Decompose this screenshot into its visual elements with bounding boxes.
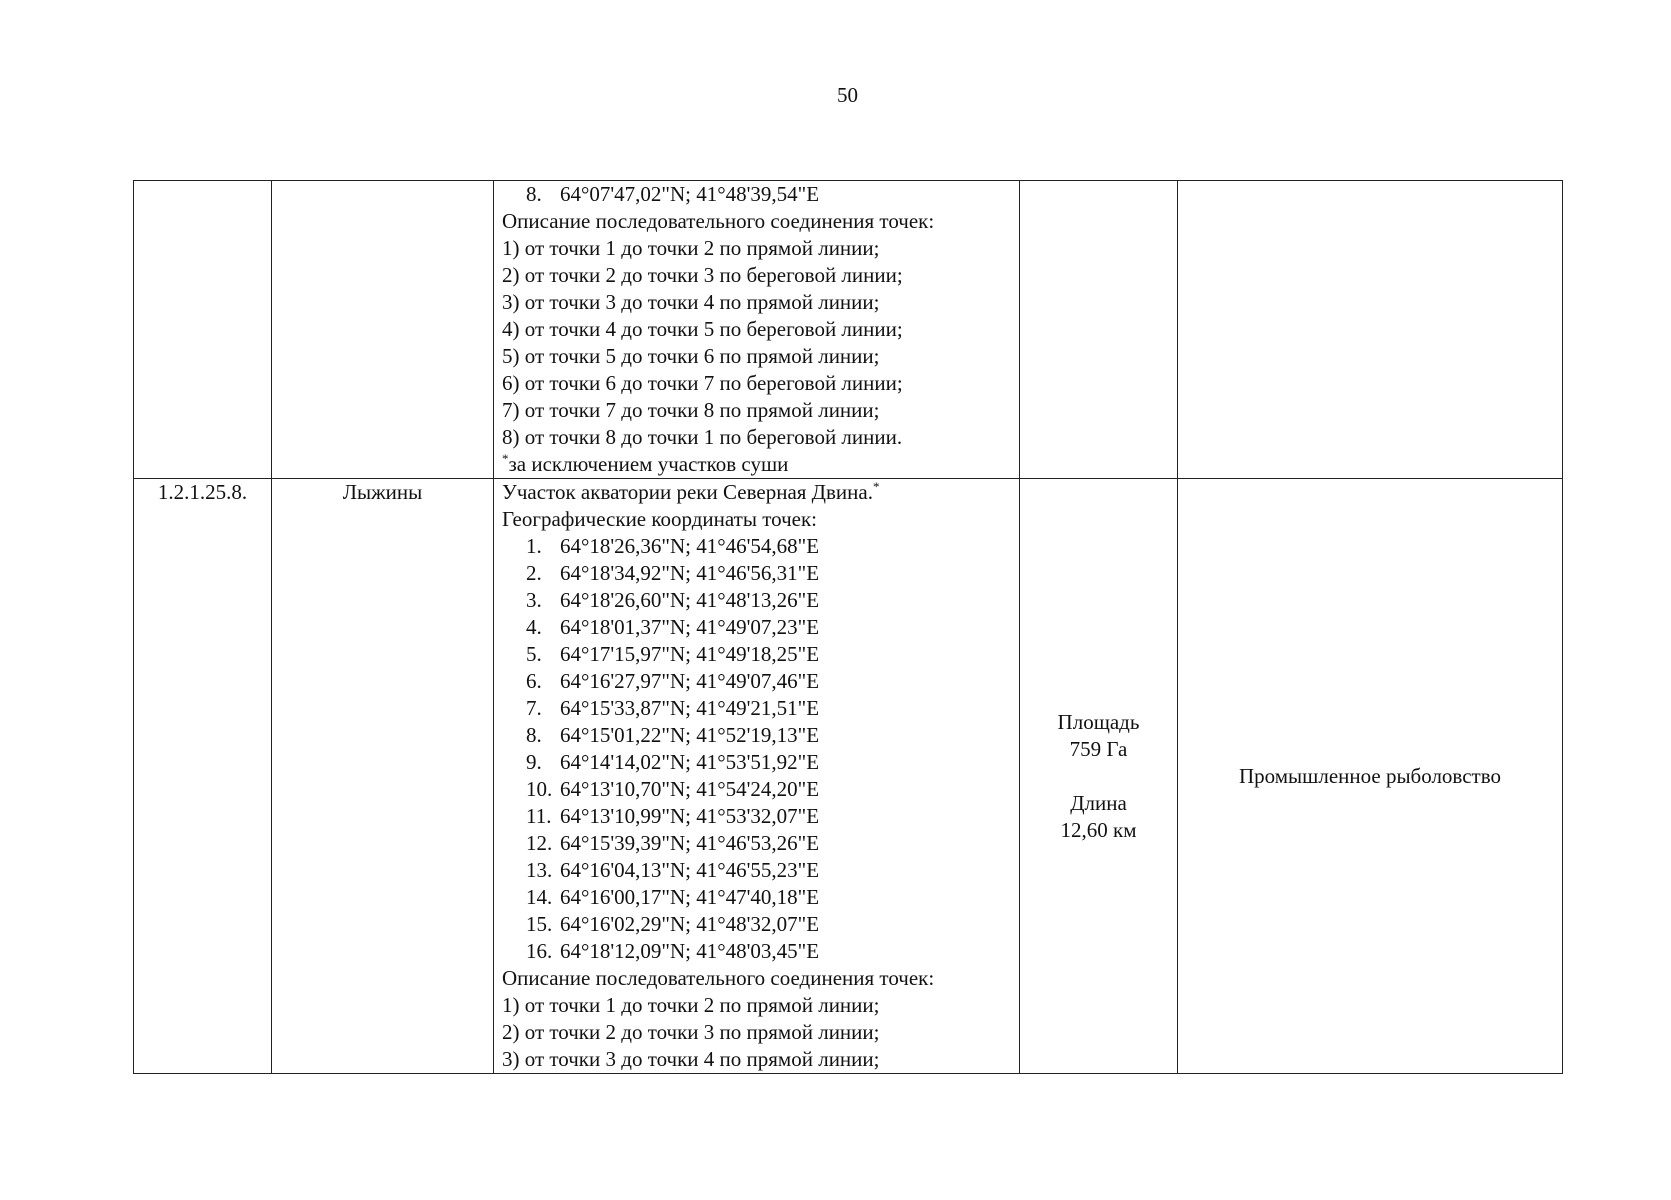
point-item — [502, 181, 1011, 208]
table-row — [134, 479, 1563, 1074]
description-cell — [494, 479, 1020, 1074]
point-number: 4. — [526, 615, 542, 639]
point-item — [502, 776, 1011, 803]
name-cell-empty — [272, 181, 494, 479]
point-coordinate: 64°17'15,97"N; 41°49'18,25"E — [560, 642, 820, 666]
connection-item: 1) от точки 1 до точки 2 по прямой линии; — [502, 236, 880, 260]
point-coordinate: 64°18'12,09"N; 41°48'03,45"E — [560, 939, 820, 963]
connection-list — [502, 992, 1011, 1073]
table-row — [134, 181, 1563, 479]
point-item — [502, 830, 1011, 857]
point-number: 8. — [526, 182, 542, 206]
point-coordinate: 64°18'26,60"N; 41°48'13,26"E — [560, 588, 820, 612]
point-item — [502, 533, 1011, 560]
code-cell: 1.2.1.25.8. — [134, 479, 272, 1074]
point-number: 9. — [526, 750, 542, 774]
point-number: 6. — [526, 669, 542, 693]
point-coordinate: 64°15'01,22"N; 41°52'19,13"E — [560, 723, 820, 747]
document-table — [133, 180, 1563, 1074]
point-item — [502, 911, 1011, 938]
name-cell: Лыжины — [272, 479, 494, 1074]
point-coordinate: 64°13'10,99"N; 41°53'32,07"E — [560, 804, 820, 828]
point-coordinate: 64°16'00,17"N; 41°47'40,18"E — [560, 885, 820, 909]
connection-item: 7) от точки 7 до точки 8 по прямой линии; — [502, 398, 880, 422]
point-number: 7. — [526, 696, 542, 720]
point-number: 13. — [526, 858, 553, 882]
code-cell-empty — [134, 181, 272, 479]
footnote-mark: * — [872, 479, 880, 494]
point-number: 2. — [526, 561, 542, 585]
connection-title: Описание последовательного соединения точек: — [502, 209, 935, 233]
connection-item: 6) от точки 6 до точки 7 по береговой линии; — [502, 371, 903, 395]
point-coordinate: 64°13'10,70"N; 41°54'24,20"E — [560, 777, 820, 801]
point-number: 11. — [526, 804, 552, 828]
point-item — [502, 560, 1011, 587]
point-coordinate: 64°16'02,29"N; 41°48'32,07"E — [560, 912, 820, 936]
point-coordinate: 64°14'14,02"N; 41°53'51,92"E — [560, 750, 820, 774]
point-item — [502, 749, 1011, 776]
point-item — [502, 614, 1011, 641]
connection-title: Описание последовательного соединения точек: — [502, 966, 935, 990]
point-number: 16. — [526, 939, 553, 963]
point-number: 3. — [526, 588, 542, 612]
point-item — [502, 668, 1011, 695]
point-coordinate: 64°18'26,36"N; 41°46'54,68"E — [560, 534, 820, 558]
point-item — [502, 695, 1011, 722]
point-number: 12. — [526, 831, 553, 855]
point-coordinate: 64°15'39,39"N; 41°46'53,26"E — [560, 831, 820, 855]
point-number: 8. — [526, 723, 542, 747]
point-coordinate: 64°16'27,97"N; 41°49'07,46"E — [560, 669, 820, 693]
page-number: 50 — [837, 83, 858, 107]
connection-item: 3) от точки 3 до точки 4 по прямой линии; — [502, 290, 880, 314]
connection-item: 1) от точки 1 до точки 2 по прямой линии; — [502, 993, 880, 1017]
point-item — [502, 587, 1011, 614]
point-item — [502, 803, 1011, 830]
point-coordinate: 64°15'33,87"N; 41°49'21,51"E — [560, 696, 820, 720]
point-number: 14. — [526, 885, 553, 909]
point-item — [502, 857, 1011, 884]
area-label: Площадь — [1057, 709, 1140, 734]
point-coordinate: 64°18'34,92"N; 41°46'56,31"E — [560, 561, 820, 585]
length-value: 12,60 км — [1060, 817, 1137, 842]
connection-item: 3) от точки 3 до точки 4 по прямой линии; — [502, 1047, 880, 1071]
area-cell-empty — [1020, 181, 1178, 479]
point-number: 10. — [526, 777, 553, 801]
connection-list — [502, 235, 1011, 451]
area-value: 759 Га — [1069, 736, 1128, 761]
description-cell — [494, 181, 1020, 479]
connection-item: 2) от точки 2 до точки 3 по прямой линии; — [502, 1020, 880, 1044]
length-label: Длина — [1070, 790, 1127, 815]
footnote — [502, 451, 1011, 478]
point-list — [502, 533, 1011, 965]
point-coordinate: 64°07'47,02"N; 41°48'39,54"E — [560, 182, 820, 206]
point-item — [502, 938, 1011, 965]
point-item — [502, 722, 1011, 749]
connection-item: 2) от точки 2 до точки 3 по береговой линии; — [502, 263, 903, 287]
point-coordinate: 64°18'01,37"N; 41°49'07,23"E — [560, 615, 820, 639]
point-number: 5. — [526, 642, 542, 666]
point-number: 15. — [526, 912, 553, 936]
section-description — [502, 479, 1011, 506]
point-item — [502, 641, 1011, 668]
coords-title: Географические координаты точек: — [502, 507, 817, 531]
footnote-text: за исключением участков суши — [508, 452, 789, 476]
purpose-cell: Промышленное рыболовство — [1178, 479, 1563, 1074]
description-text: Участок акватории реки Северная Двина. — [502, 480, 873, 504]
point-item — [502, 884, 1011, 911]
footnote-mark: * — [502, 451, 509, 466]
purpose-cell-empty — [1178, 181, 1563, 479]
point-number: 1. — [526, 534, 542, 558]
connection-item: 5) от точки 5 до точки 6 по прямой линии; — [502, 344, 880, 368]
connection-item: 4) от точки 4 до точки 5 по береговой линии; — [502, 317, 903, 341]
point-coordinate: 64°16'04,13"N; 41°46'55,23"E — [560, 858, 820, 882]
area-cell — [1020, 479, 1178, 1074]
connection-item: 8) от точки 8 до точки 1 по береговой линии. — [502, 425, 903, 449]
